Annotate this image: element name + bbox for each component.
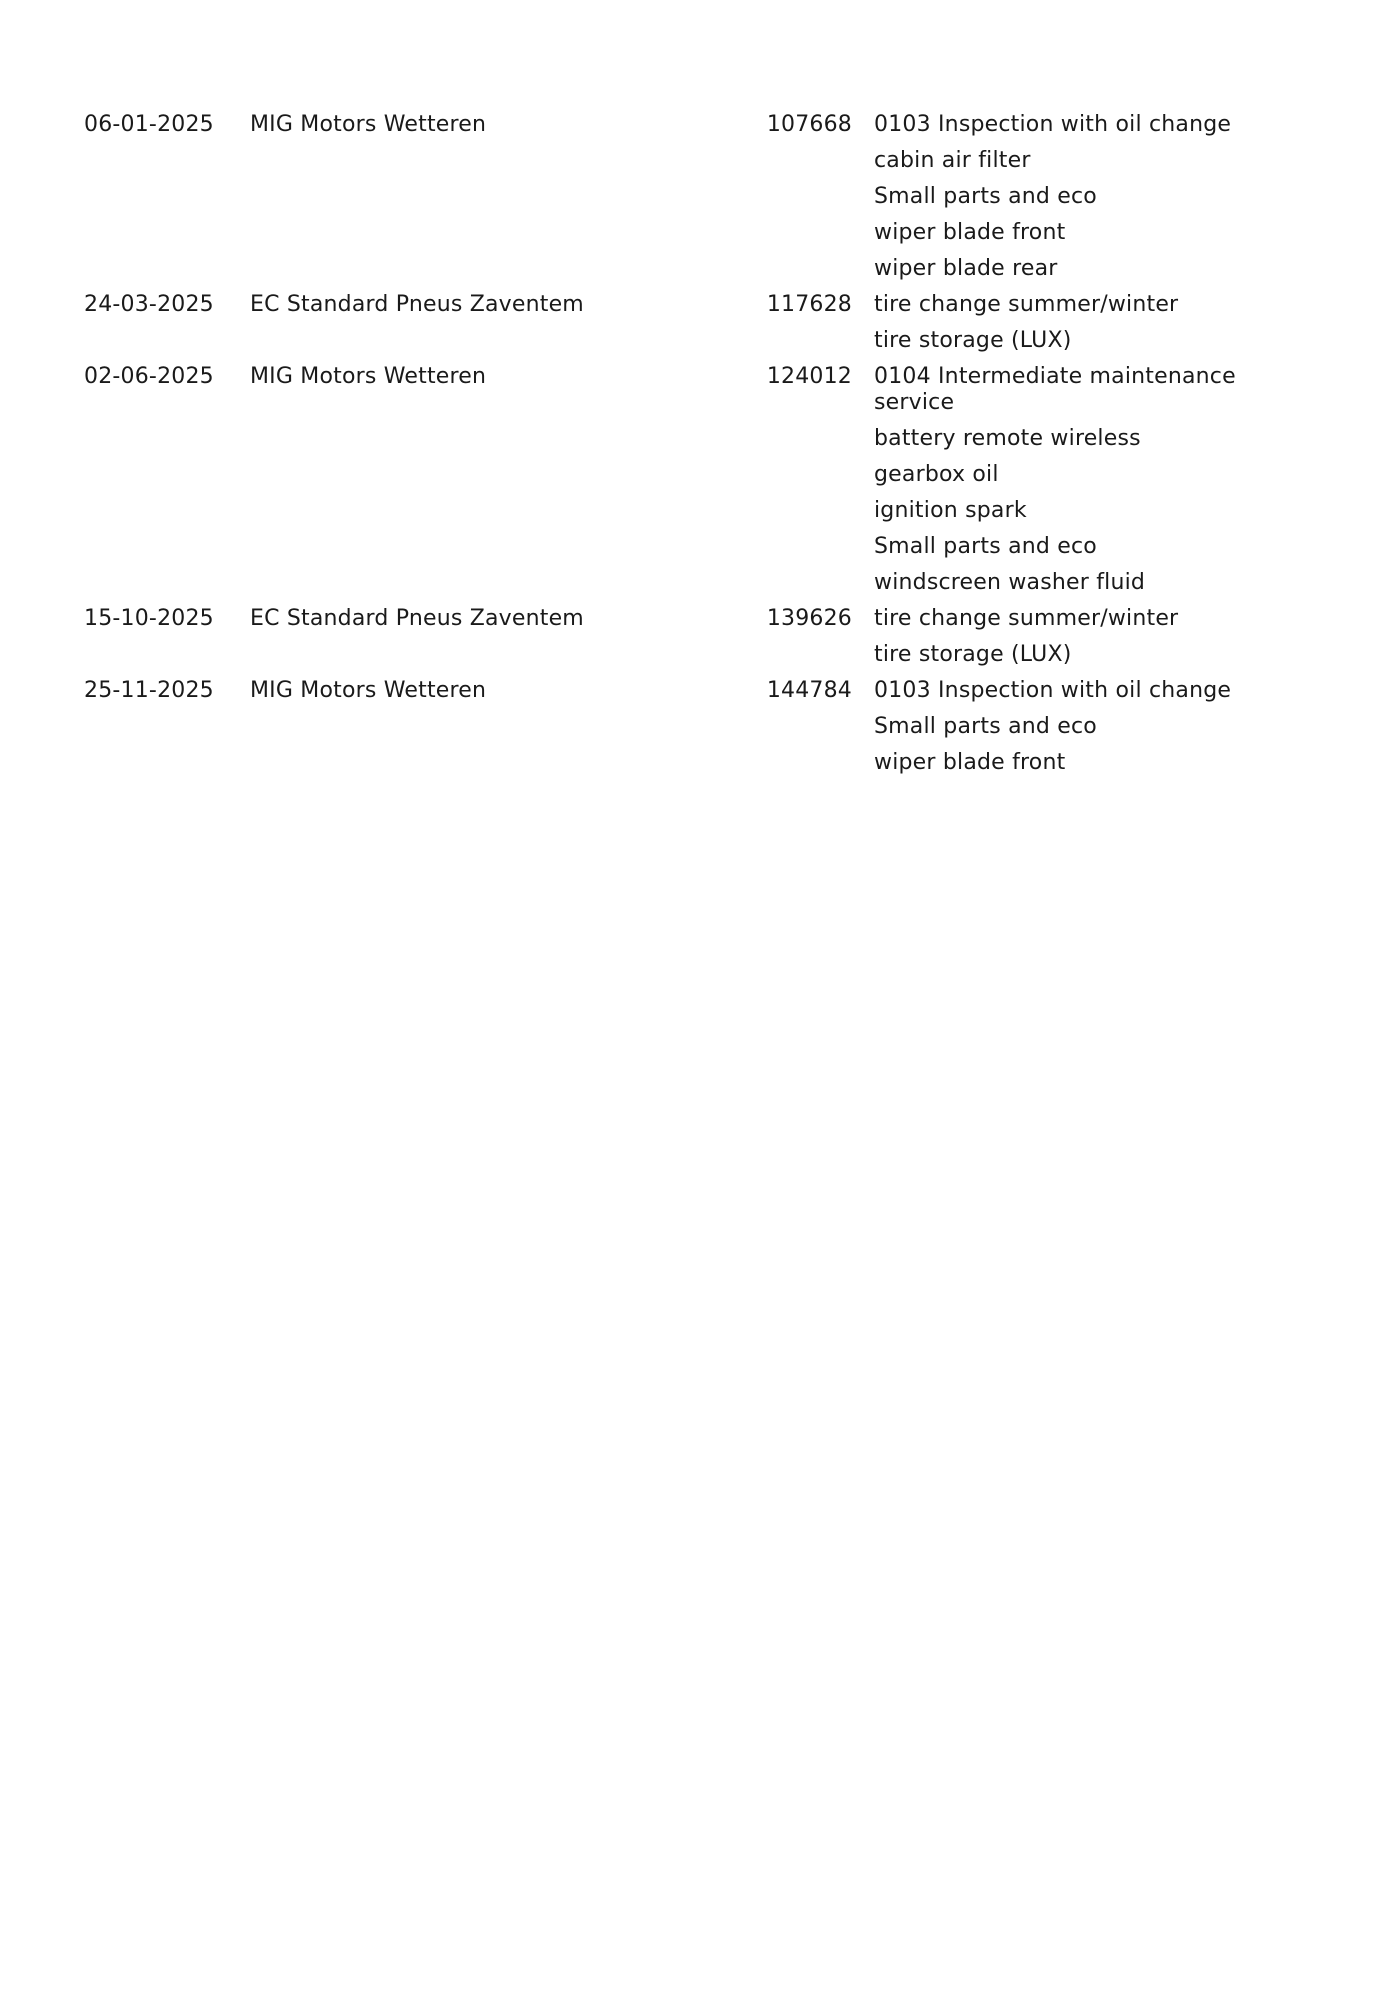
table-row bbox=[84, 364, 1244, 606]
service-item: ignition spark bbox=[874, 498, 1027, 523]
mileage-value: 144784 bbox=[766, 678, 852, 703]
service-list bbox=[854, 112, 1244, 292]
mileage-value: 124012 bbox=[766, 364, 852, 389]
service-item: gearbox oil bbox=[874, 462, 999, 487]
service-item: windscreen washer fluid bbox=[874, 570, 1146, 595]
service-list bbox=[854, 364, 1244, 606]
garage-name: EC Standard Pneus Zaventem bbox=[250, 606, 584, 631]
service-item: wiper blade rear bbox=[874, 256, 1058, 281]
service-date: 06-01-2025 bbox=[84, 112, 214, 137]
garage-name: MIG Motors Wetteren bbox=[250, 678, 487, 703]
service-item: tire change summer/winter bbox=[874, 292, 1179, 317]
service-date: 25-11-2025 bbox=[84, 678, 214, 703]
table-row bbox=[84, 678, 1244, 786]
service-item: Small parts and eco bbox=[874, 534, 1097, 559]
service-item: wiper blade front bbox=[874, 220, 1066, 245]
service-item: Small parts and eco bbox=[874, 714, 1097, 739]
mileage-value: 139626 bbox=[766, 606, 852, 631]
garage-name: EC Standard Pneus Zaventem bbox=[250, 292, 584, 317]
service-list bbox=[854, 678, 1244, 786]
service-item: tire storage (LUX) bbox=[874, 642, 1072, 667]
mileage-value: 117628 bbox=[766, 292, 852, 317]
service-item: 0104 Intermediate maintenance service bbox=[874, 364, 1236, 415]
service-date: 24-03-2025 bbox=[84, 292, 214, 317]
service-date: 15-10-2025 bbox=[84, 606, 214, 631]
service-item: battery remote wireless bbox=[874, 426, 1141, 451]
service-item: wiper blade front bbox=[874, 750, 1066, 775]
service-date: 02-06-2025 bbox=[84, 364, 214, 389]
service-history-table bbox=[84, 112, 1244, 786]
service-item: tire change summer/winter bbox=[874, 606, 1179, 631]
service-item: 0103 Inspection with oil change bbox=[874, 112, 1232, 137]
mileage-value: 107668 bbox=[766, 112, 852, 137]
service-list bbox=[854, 292, 1244, 364]
service-item: 0103 Inspection with oil change bbox=[874, 678, 1232, 703]
service-item: tire storage (LUX) bbox=[874, 328, 1072, 353]
garage-name: MIG Motors Wetteren bbox=[250, 112, 487, 137]
table-row bbox=[84, 606, 1244, 678]
service-item: cabin air filter bbox=[874, 148, 1031, 173]
service-item: Small parts and eco bbox=[874, 184, 1097, 209]
service-list bbox=[854, 606, 1244, 678]
table-row bbox=[84, 292, 1244, 364]
table-row bbox=[84, 112, 1244, 292]
garage-name: MIG Motors Wetteren bbox=[250, 364, 487, 389]
